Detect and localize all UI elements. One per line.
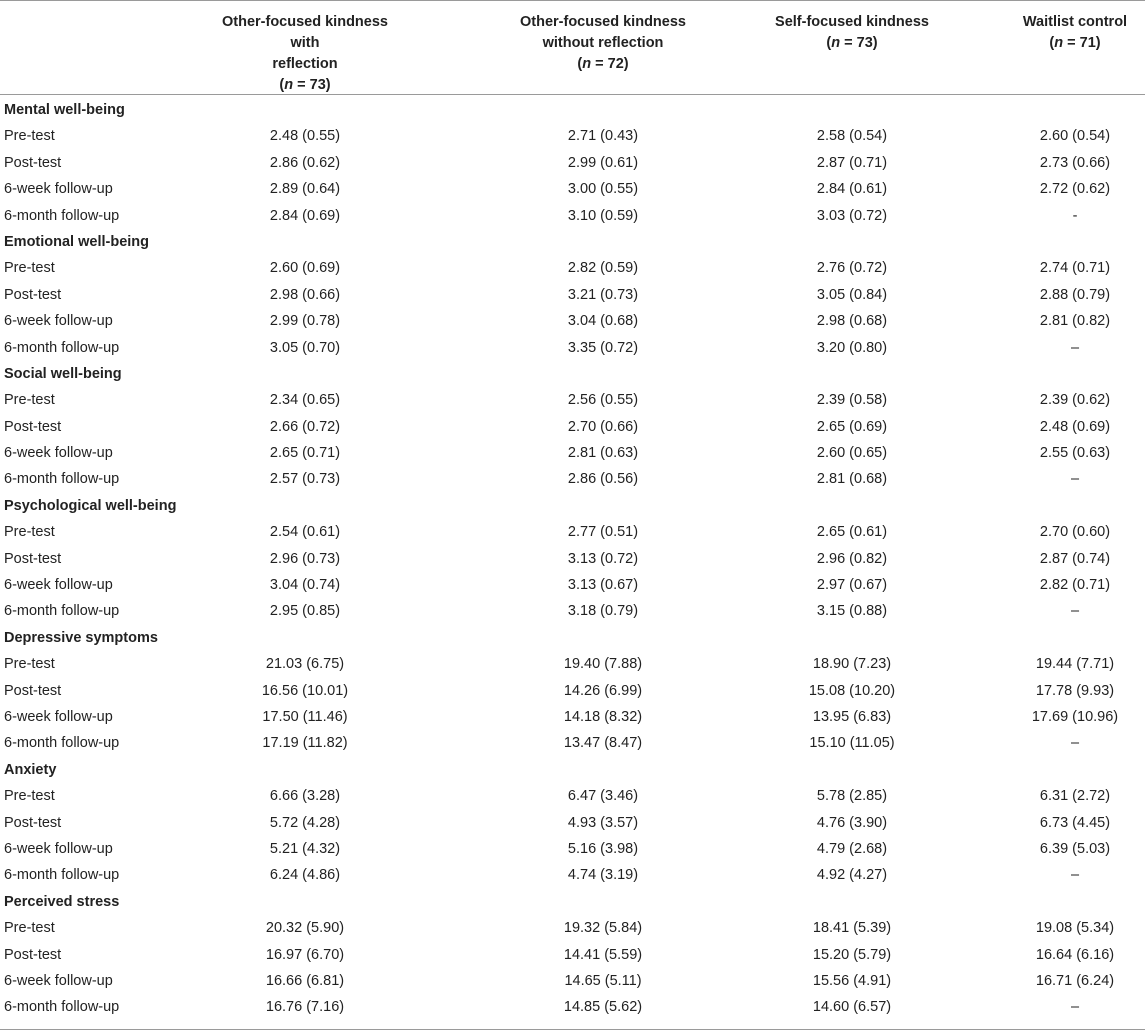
section-title: Social well-being [4, 365, 122, 382]
column-header-line2: reflection [272, 56, 338, 72]
n-value: = 72) [591, 56, 629, 72]
column-header-self-focused [752, 12, 952, 54]
column-header-line1: Other-focused kindness with [222, 14, 388, 51]
table-cell: 18.41 (5.39) [812, 920, 892, 937]
table-cell: 2.99 (0.78) [269, 313, 341, 330]
column-header-line1: Other-focused kindness [520, 14, 686, 30]
table-cell: 4.74 (3.19) [567, 867, 639, 884]
row-label: Post-test [4, 682, 62, 699]
table-cell: 2.76 (0.72) [816, 260, 888, 277]
table-cell: 2.55 (0.63) [1039, 445, 1111, 462]
table-cell: 15.20 (5.79) [812, 946, 892, 963]
section-title: Psychological well-being [4, 497, 177, 514]
table-cell: 3.10 (0.59) [567, 207, 639, 224]
table-row [0, 387, 1145, 413]
table-cell: 3.20 (0.80) [816, 339, 888, 356]
table-cell: 2.99 (0.61) [567, 154, 639, 171]
row-label: Pre-test [4, 260, 55, 277]
table-cell: 4.93 (3.57) [567, 814, 639, 831]
table-cell: 2.34 (0.65) [269, 392, 341, 409]
column-header-waitlist [995, 12, 1145, 54]
row-label: 6-month follow-up [4, 867, 120, 884]
table-cell: 2.65 (0.71) [269, 445, 341, 462]
section-row [0, 361, 1145, 387]
row-label: 6-week follow-up [4, 445, 113, 462]
table-cell: – [1070, 735, 1080, 752]
table-row [0, 994, 1145, 1020]
table-row [0, 466, 1145, 492]
table-cell: 2.77 (0.51) [567, 524, 639, 541]
table-row [0, 308, 1145, 334]
table-cell: 6.73 (4.45) [1039, 814, 1111, 831]
n-symbol: n [284, 77, 294, 93]
table-cell: 17.69 (10.96) [1031, 708, 1119, 725]
table-cell: 2.88 (0.79) [1039, 286, 1111, 303]
column-header-n: (n = 73) [826, 35, 878, 51]
row-label: 6-month follow-up [4, 603, 120, 620]
table-cell: 16.56 (10.01) [261, 682, 349, 699]
table-cell: 20.32 (5.90) [265, 920, 345, 937]
table-cell: 19.08 (5.34) [1035, 920, 1115, 937]
table-cell: 3.00 (0.55) [567, 181, 639, 198]
table-cell: 4.76 (3.90) [816, 814, 888, 831]
table-row [0, 519, 1145, 545]
table-cell: 16.76 (7.16) [265, 999, 345, 1016]
n-symbol: n [1054, 35, 1064, 51]
table-cell: 2.54 (0.61) [269, 524, 341, 541]
table-cell: 2.81 (0.63) [567, 445, 639, 462]
table-cell: 2.39 (0.58) [816, 392, 888, 409]
table-cell: 2.96 (0.73) [269, 550, 341, 567]
table-cell: 2.66 (0.72) [269, 418, 341, 435]
section-row [0, 229, 1145, 255]
table-cell: 18.90 (7.23) [812, 656, 892, 673]
table-cell: 3.35 (0.72) [567, 339, 639, 356]
table-header [0, 0, 1145, 94]
table-cell: 2.98 (0.66) [269, 286, 341, 303]
table-bottom-rule [0, 1029, 1145, 1030]
table-cell: 2.56 (0.55) [567, 392, 639, 409]
n-value: = 71) [1063, 35, 1101, 51]
table-row [0, 783, 1145, 809]
table-row [0, 651, 1145, 677]
table-cell: 16.66 (6.81) [265, 972, 345, 989]
column-header-n: (n = 73) [279, 77, 331, 93]
row-label: 6-week follow-up [4, 313, 113, 330]
table-cell: 5.16 (3.98) [567, 840, 639, 857]
table-row [0, 942, 1145, 968]
n-value: = 73) [293, 77, 331, 93]
column-header-line2: without reflection [542, 35, 664, 51]
table-cell: 3.05 (0.70) [269, 339, 341, 356]
row-label: Pre-test [4, 128, 55, 145]
table-row [0, 572, 1145, 598]
n-symbol: n [582, 56, 592, 72]
row-label: Post-test [4, 286, 62, 303]
table-row [0, 730, 1145, 756]
table-cell: 6.66 (3.28) [269, 788, 341, 805]
table-cell: 14.41 (5.59) [563, 946, 643, 963]
table-cell: 2.58 (0.54) [816, 128, 888, 145]
table-cell: 2.70 (0.60) [1039, 524, 1111, 541]
table-cell: 2.65 (0.61) [816, 524, 888, 541]
row-label: 6-week follow-up [4, 181, 113, 198]
table-row [0, 282, 1145, 308]
section-row [0, 625, 1145, 651]
table-cell: 2.87 (0.71) [816, 154, 888, 171]
table-cell: 2.39 (0.62) [1039, 392, 1111, 409]
header-rule [0, 94, 1145, 95]
row-label: 6-month follow-up [4, 207, 120, 224]
section-row [0, 757, 1145, 783]
table-cell: 14.65 (5.11) [564, 972, 642, 989]
table-cell: 17.78 (9.93) [1035, 682, 1115, 699]
table-cell: 2.95 (0.85) [269, 603, 341, 620]
table-cell: 2.87 (0.74) [1039, 550, 1111, 567]
table-row [0, 704, 1145, 730]
table-cell: 2.97 (0.67) [816, 577, 888, 594]
table-cell: 2.81 (0.68) [816, 471, 888, 488]
table-cell: 2.71 (0.43) [567, 128, 639, 145]
table-cell: 5.72 (4.28) [269, 814, 341, 831]
table-cell: 4.79 (2.68) [816, 840, 888, 857]
table-cell: 16.64 (6.16) [1035, 946, 1115, 963]
table-cell: 14.60 (6.57) [812, 999, 892, 1016]
table-cell: 2.57 (0.73) [269, 471, 341, 488]
table-cell: 15.10 (11.05) [809, 735, 895, 752]
table-cell: 2.74 (0.71) [1039, 260, 1111, 277]
column-header-n: (n = 72) [577, 56, 629, 72]
table-cell: - [1072, 207, 1078, 224]
table-cell: 2.98 (0.68) [816, 313, 888, 330]
table-cell: – [1070, 603, 1080, 620]
table-cell: 14.85 (5.62) [563, 999, 643, 1016]
table-cell: – [1070, 471, 1080, 488]
section-row [0, 493, 1145, 519]
table-row [0, 546, 1145, 572]
table-cell: 3.03 (0.72) [816, 207, 888, 224]
column-header-n: (n = 71) [1049, 35, 1101, 51]
table-cell: 2.96 (0.82) [816, 550, 888, 567]
table-cell: 3.04 (0.68) [567, 313, 639, 330]
row-label: Post-test [4, 814, 62, 831]
table-cell: 15.56 (4.91) [812, 972, 892, 989]
table-row [0, 176, 1145, 202]
section-title: Depressive symptoms [4, 629, 158, 646]
table-cell: 14.18 (8.32) [563, 708, 643, 725]
table-cell: 13.47 (8.47) [563, 735, 643, 752]
table-row [0, 862, 1145, 888]
row-label: Pre-test [4, 788, 55, 805]
row-label: Post-test [4, 418, 62, 435]
table-row [0, 678, 1145, 704]
row-label: Post-test [4, 550, 62, 567]
table-cell: 2.48 (0.55) [269, 128, 341, 145]
row-label: Pre-test [4, 656, 55, 673]
row-label: 6-month follow-up [4, 999, 120, 1016]
table-cell: 2.48 (0.69) [1039, 418, 1111, 435]
table-cell: – [1070, 339, 1080, 356]
table-cell: 3.04 (0.74) [269, 577, 341, 594]
table-cell: 2.89 (0.64) [269, 181, 341, 198]
table-cell: – [1070, 999, 1080, 1016]
section-title: Anxiety [4, 761, 57, 778]
n-value: = 73) [840, 35, 878, 51]
section-row [0, 97, 1145, 123]
table-cell: 6.39 (5.03) [1039, 840, 1111, 857]
row-label: Pre-test [4, 524, 55, 541]
table-cell: 2.86 (0.56) [567, 471, 639, 488]
row-label: 6-week follow-up [4, 577, 113, 594]
table-cell: 3.13 (0.67) [567, 577, 639, 594]
table-cell: 19.40 (7.88) [563, 656, 643, 673]
row-label: 6-month follow-up [4, 339, 120, 356]
table-cell: 6.24 (4.86) [269, 867, 341, 884]
section-title: Emotional well-being [4, 233, 150, 250]
row-label: 6-month follow-up [4, 735, 120, 752]
table-cell: 19.44 (7.71) [1035, 656, 1115, 673]
table-cell: 15.08 (10.20) [808, 682, 896, 699]
table-row [0, 915, 1145, 941]
row-label: Pre-test [4, 920, 55, 937]
table-cell: 2.84 (0.69) [269, 207, 341, 224]
table-body [0, 97, 1145, 1021]
table-cell: 2.60 (0.54) [1039, 128, 1111, 145]
table-row [0, 255, 1145, 281]
n-symbol: n [831, 35, 841, 51]
table-cell: 3.21 (0.73) [567, 286, 639, 303]
table-row [0, 968, 1145, 994]
table-row [0, 150, 1145, 176]
table-cell: 6.47 (3.46) [567, 788, 639, 805]
row-label: Pre-test [4, 392, 55, 409]
row-label: 6-week follow-up [4, 972, 113, 989]
table-cell: 13.95 (6.83) [812, 708, 892, 725]
row-label: Post-test [4, 154, 62, 171]
table-cell: 16.97 (6.70) [265, 946, 345, 963]
table-cell: 2.82 (0.59) [567, 260, 639, 277]
section-title: Perceived stress [4, 893, 120, 910]
table-cell: 6.31 (2.72) [1039, 788, 1111, 805]
table-cell: 2.81 (0.82) [1039, 313, 1111, 330]
table-row [0, 598, 1145, 624]
table-row [0, 836, 1145, 862]
table-cell: 2.84 (0.61) [816, 181, 888, 198]
table-cell: 17.50 (11.46) [262, 708, 348, 725]
column-header-other-without-reflection [488, 12, 718, 75]
table-row [0, 414, 1145, 440]
table-cell: 3.15 (0.88) [816, 603, 888, 620]
table-row [0, 203, 1145, 229]
table-row [0, 440, 1145, 466]
table-row [0, 123, 1145, 149]
column-header-line1: Self-focused kindness [775, 14, 929, 30]
table-cell: 2.73 (0.66) [1039, 154, 1111, 171]
table-cell: 14.26 (6.99) [563, 682, 643, 699]
row-label: 6-month follow-up [4, 471, 120, 488]
section-title: Mental well-being [4, 102, 125, 118]
table-cell: 2.70 (0.66) [567, 418, 639, 435]
table-cell: 16.71 (6.24) [1035, 972, 1115, 989]
table-cell: 3.18 (0.79) [567, 603, 639, 620]
section-row [0, 889, 1145, 915]
row-label: Post-test [4, 946, 62, 963]
table-cell: 5.21 (4.32) [269, 840, 341, 857]
table-cell: 2.60 (0.69) [269, 260, 341, 277]
table-cell: 17.19 (11.82) [262, 735, 348, 752]
column-header-other-with-reflection [210, 12, 400, 96]
table-cell: 2.65 (0.69) [816, 418, 888, 435]
table-cell: 21.03 (6.75) [265, 656, 345, 673]
table-cell: 3.05 (0.84) [816, 286, 888, 303]
table-cell: – [1070, 867, 1080, 884]
table-cell: 3.13 (0.72) [567, 550, 639, 567]
table-cell: 5.78 (2.85) [816, 788, 888, 805]
table-cell: 4.92 (4.27) [816, 867, 888, 884]
row-label: 6-week follow-up [4, 708, 113, 725]
row-label: 6-week follow-up [4, 840, 113, 857]
table-row [0, 810, 1145, 836]
table-cell: 2.82 (0.71) [1039, 577, 1111, 594]
table-cell: 19.32 (5.84) [563, 920, 643, 937]
table-cell: 2.72 (0.62) [1039, 181, 1111, 198]
table-cell: 2.60 (0.65) [816, 445, 888, 462]
table-row [0, 335, 1145, 361]
column-header-line1: Waitlist control [1022, 14, 1128, 30]
table-cell: 2.86 (0.62) [269, 154, 341, 171]
